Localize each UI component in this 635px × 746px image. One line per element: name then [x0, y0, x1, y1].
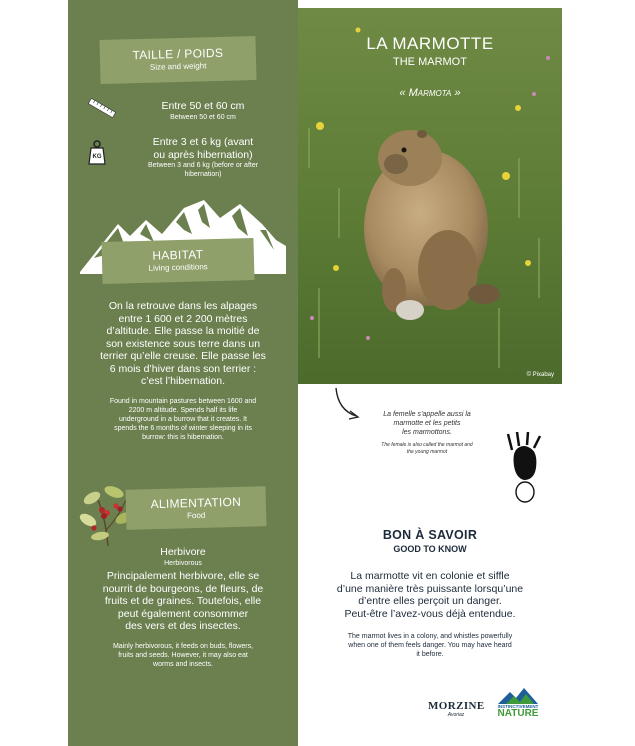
- nature-logo-line2: NATURE: [497, 708, 539, 719]
- photo-column: [298, 0, 562, 746]
- habitat-fr-line: On la retrouve dans les alpages: [108, 300, 258, 312]
- food-en-line: fruits and seeds. However, it may also eat: [118, 652, 248, 659]
- habitat-fr-line: c’est l’hibernation.: [140, 375, 226, 387]
- habitat-fr-line: terrier qu’elle creuse. Elle passe les: [100, 350, 266, 362]
- ruler-icon: [86, 98, 118, 118]
- habitat-en-line: underground in a burrow that it creates. It: [118, 416, 248, 423]
- good-to-know-en: GOOD TO KNOW: [393, 544, 467, 554]
- good-to-know-en-line: The marmot lives in a colony, and whistles powerfully: [347, 633, 513, 640]
- morzine-logo-subtext: Avoriaz: [447, 712, 465, 718]
- good-to-know-fr-line: La marmotte vit en colonie et siffle: [350, 570, 510, 582]
- nature-logo-mountain-icon: [498, 688, 538, 704]
- length-en: Between 50 et 60 cm: [170, 113, 236, 121]
- habitat-banner: [101, 238, 254, 284]
- marmot-photo: [298, 8, 562, 384]
- food-en-line: worms and insects.: [153, 661, 213, 668]
- food-en-line: Mainly herbivorous, it feeds on buds, flowers,: [112, 643, 254, 650]
- photo-credit: © Pixabay: [526, 372, 554, 378]
- habitat-en-line: 2200 m altitude. Spends half its life: [128, 407, 238, 414]
- diet-en: Herbivorous: [164, 559, 202, 567]
- weight-en-1: Between 3 and 6 kg (before or after: [147, 162, 259, 169]
- young-note: [352, 410, 502, 456]
- food-fr: [76, 570, 290, 633]
- habitat-fr: [76, 300, 290, 388]
- size-subtitle: Size and weight: [149, 61, 207, 72]
- good-to-know-en-text: [298, 632, 562, 659]
- size-title: TAILLE / POIDS: [132, 45, 224, 63]
- habitat-fr-line: son existence sous terre dans un: [105, 337, 261, 350]
- length-block: [118, 100, 288, 122]
- morzine-logo-text: MORZINE: [428, 700, 485, 712]
- good-to-know-fr-line: d’entre elles perçoit un danger.: [358, 595, 502, 607]
- weight-block: [113, 136, 293, 179]
- habitat-fr-line: 6 mois d’hiver dans son terrier :: [109, 362, 257, 375]
- good-to-know-fr-text: [298, 570, 562, 620]
- habitat-title: HABITAT: [152, 247, 204, 263]
- poster: [68, 0, 562, 746]
- info-column: [68, 0, 298, 746]
- food-fr-line: peut également consommer: [117, 607, 249, 620]
- diet-fr: Herbivore: [160, 546, 206, 558]
- weight-fr-1: Entre 3 et 6 kg (avant: [152, 136, 254, 148]
- young-note-fr-line: La femelle s’appelle aussi la: [383, 411, 471, 418]
- young-note-fr-line: les marmottons.: [402, 429, 452, 436]
- habitat-en-line: spends the 6 months of winter sleeping in its: [114, 425, 252, 432]
- good-to-know-fr: BON À SAVOIR: [382, 528, 478, 542]
- instinctivement-nature-logo: [492, 688, 544, 719]
- latin-name: « Marmota »: [399, 87, 461, 99]
- good-to-know-fr-line: d’une manière très puissante lorsqu’une: [336, 582, 524, 595]
- weight-icon-label: KG: [92, 154, 102, 160]
- food-fr-line: Principalement herbivore, elle se: [106, 570, 260, 582]
- good-to-know-en-line: when one of them feels danger. You may have heard: [348, 642, 512, 649]
- title-en: THE MARMOT: [393, 56, 467, 68]
- food-fr-line: des vers et des insectes.: [125, 620, 241, 632]
- food-title: ALIMENTATION: [150, 494, 242, 512]
- diet-block: [68, 546, 298, 568]
- habitat-fr-line: entre 1 600 et 2 200 mètres: [118, 312, 248, 325]
- good-to-know-fr-line: Peut-être l’avez-vous déjà entendue.: [344, 607, 516, 620]
- habitat-en-line: burrow: this is hibernation.: [142, 434, 224, 441]
- food-fr-line: fruits et de graines. Toutefois, elle: [104, 595, 262, 607]
- good-to-know-en-line: it before.: [416, 651, 444, 658]
- habitat-subtitle: Living conditions: [148, 262, 208, 273]
- morzine-logo: [428, 700, 484, 718]
- food-subtitle: Food: [186, 510, 206, 521]
- habitat-en: [74, 397, 292, 442]
- habitat-en-line: Found in mountain pastures between 1600 and: [109, 398, 257, 405]
- weight-fr-2: ou après hibernation): [153, 148, 253, 161]
- young-note-fr-line: marmotte et les petits: [393, 420, 461, 427]
- paw-print-icon: [506, 432, 544, 504]
- title-fr: LA MARMOTTE: [366, 34, 494, 53]
- weight-icon: [88, 140, 106, 166]
- good-to-know-header: [298, 528, 562, 554]
- length-fr: Entre 50 et 60 cm: [161, 100, 245, 112]
- habitat-fr-line: d’altitude. Elle passe la moitié de: [106, 325, 260, 337]
- food-banner: [126, 486, 267, 530]
- young-note-en-line: the young marmot: [406, 449, 448, 455]
- nature-logo-line1: INSTINCTIVEMENT: [497, 704, 539, 709]
- young-note-en-line: The female is also called the marmot and: [381, 442, 473, 448]
- food-fr-line: nourrit de bourgeons, de fleurs, de: [102, 582, 264, 595]
- weight-en-2: hibernation): [184, 171, 222, 178]
- food-en: [74, 642, 292, 669]
- size-banner: [99, 36, 256, 84]
